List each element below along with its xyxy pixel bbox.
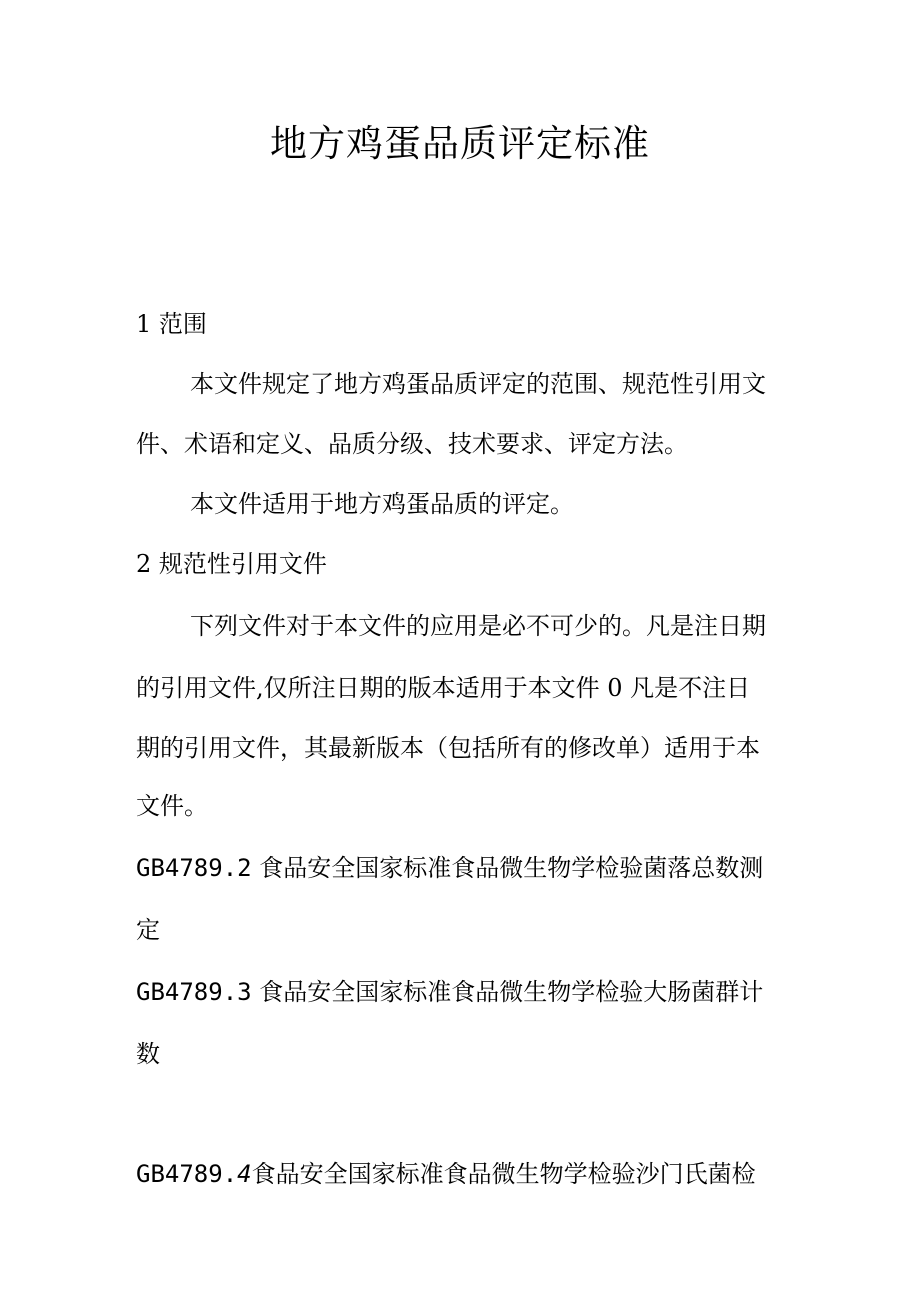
section-2-heading: 2 规范性引用文件	[136, 550, 327, 578]
section-2-paragraph-line-4: 文件。	[136, 792, 208, 820]
reference-item	[136, 976, 763, 1008]
reference-title: 食品安全国家标准食品微生物学检验沙门氏菌检	[251, 1160, 756, 1188]
section-1-paragraph-1-line-1: 本文件规定了地方鸡蛋品质评定的范围、规范性引用文	[190, 370, 766, 398]
section-2-paragraph-line-3: 期的引用文件，其最新版本（包括所有的修改单）适用于本	[136, 734, 760, 762]
reference-code-suffix: 4	[237, 1160, 252, 1188]
section-1-paragraph-1-line-2: 件、术语和定义、品质分级、技术要求、评定方法。	[136, 430, 688, 458]
section-2-paragraph-line-2: 的引用文件,仅所注日期的版本适用于本文件 0 凡是不注日	[136, 674, 751, 702]
reference-title: 食品安全国家标准食品微生物学检验菌落总数测	[251, 854, 764, 882]
section-2-paragraph-line-1: 下列文件对于本文件的应用是必不可少的。凡是注日期	[190, 612, 766, 640]
document-title: 地方鸡蛋品质评定标准	[270, 122, 650, 165]
reference-item	[136, 852, 763, 884]
reference-item-continued: 数	[136, 1040, 160, 1068]
reference-title: 食品安全国家标准食品微生物学检验大肠菌群计	[251, 978, 764, 1006]
reference-code: GB4789.2	[136, 854, 252, 882]
reference-item-continued: 定	[136, 916, 160, 944]
reference-code: GB4789.3	[136, 978, 252, 1006]
reference-code-prefix: GB4789.	[136, 1160, 238, 1188]
section-1-heading: 1 范围	[136, 310, 207, 338]
section-1-paragraph-2: 本文件适用于地方鸡蛋品质的评定。	[190, 490, 574, 518]
reference-item	[136, 1158, 756, 1190]
